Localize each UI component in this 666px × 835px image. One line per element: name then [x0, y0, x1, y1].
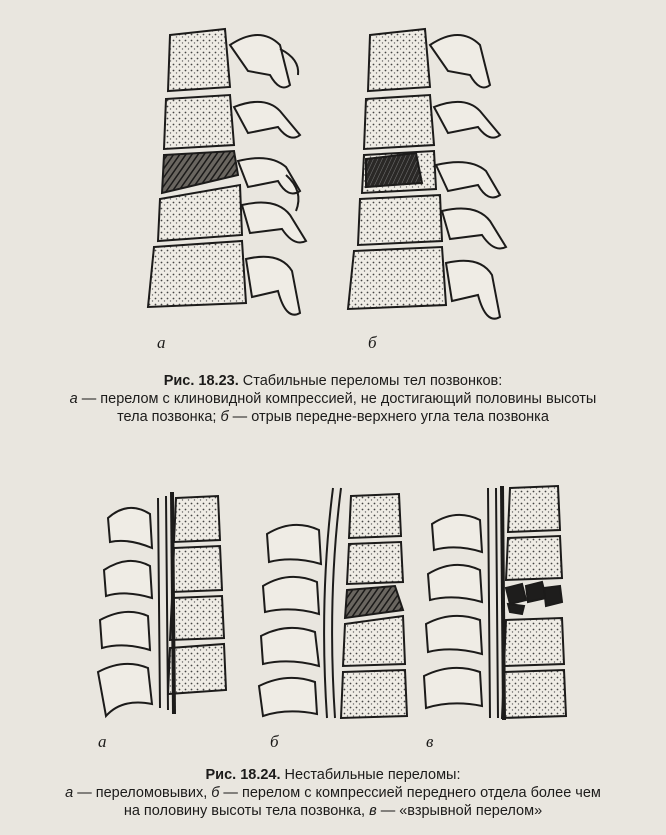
spine-panel-b	[348, 29, 506, 319]
spine-section-c	[424, 486, 566, 720]
caption-line-1	[0, 766, 666, 784]
figure-18-23-label-a: а	[157, 333, 166, 352]
caption-letter: б	[220, 409, 229, 425]
figure-18-23-illustration	[130, 15, 530, 352]
caption-letter: а	[69, 391, 78, 407]
figure-18-24-label-c: в	[426, 732, 434, 751]
figure-18-23-label-b: б	[368, 333, 377, 352]
figure-number: Рис. 18.23.	[163, 373, 239, 389]
caption-line-1	[0, 372, 666, 390]
figure-18-24-label-a: а	[98, 732, 107, 751]
spine-section-a	[98, 492, 226, 716]
caption-title: Стабильные переломы тел позвонков:	[242, 373, 503, 389]
figure-18-24-illustration	[88, 478, 578, 751]
caption-text: — перелом с клиновидной компрессией, не достигающий половины высоты	[77, 391, 597, 407]
caption-letter: а	[65, 785, 74, 801]
caption-text: на половину высоты тела позвонка,	[123, 803, 370, 819]
caption-line-2	[0, 784, 666, 802]
figure-18-23-caption	[0, 372, 666, 426]
caption-text: тела позвонка;	[117, 409, 221, 425]
caption-letter: б	[211, 785, 220, 801]
spine-panel-a	[148, 29, 306, 315]
caption-line-3	[0, 802, 666, 820]
caption-title: Нестабильные переломы:	[284, 767, 461, 783]
caption-line-3	[0, 408, 666, 426]
caption-text: — отрыв передне-верхнего угла тела позвонка	[228, 409, 549, 425]
caption-text: — «взрывной перелом»	[376, 803, 543, 819]
figure-number: Рис. 18.24.	[205, 767, 281, 783]
caption-text: — переломовывих,	[73, 785, 212, 801]
figure-18-24-caption	[0, 766, 666, 820]
spine-section-b	[259, 488, 407, 718]
caption-letter: в	[369, 803, 377, 819]
caption-line-2	[0, 390, 666, 408]
caption-text: — перелом с компрессией переднего отдела более чем	[219, 785, 601, 801]
figure-18-24-label-b: б	[270, 732, 279, 751]
